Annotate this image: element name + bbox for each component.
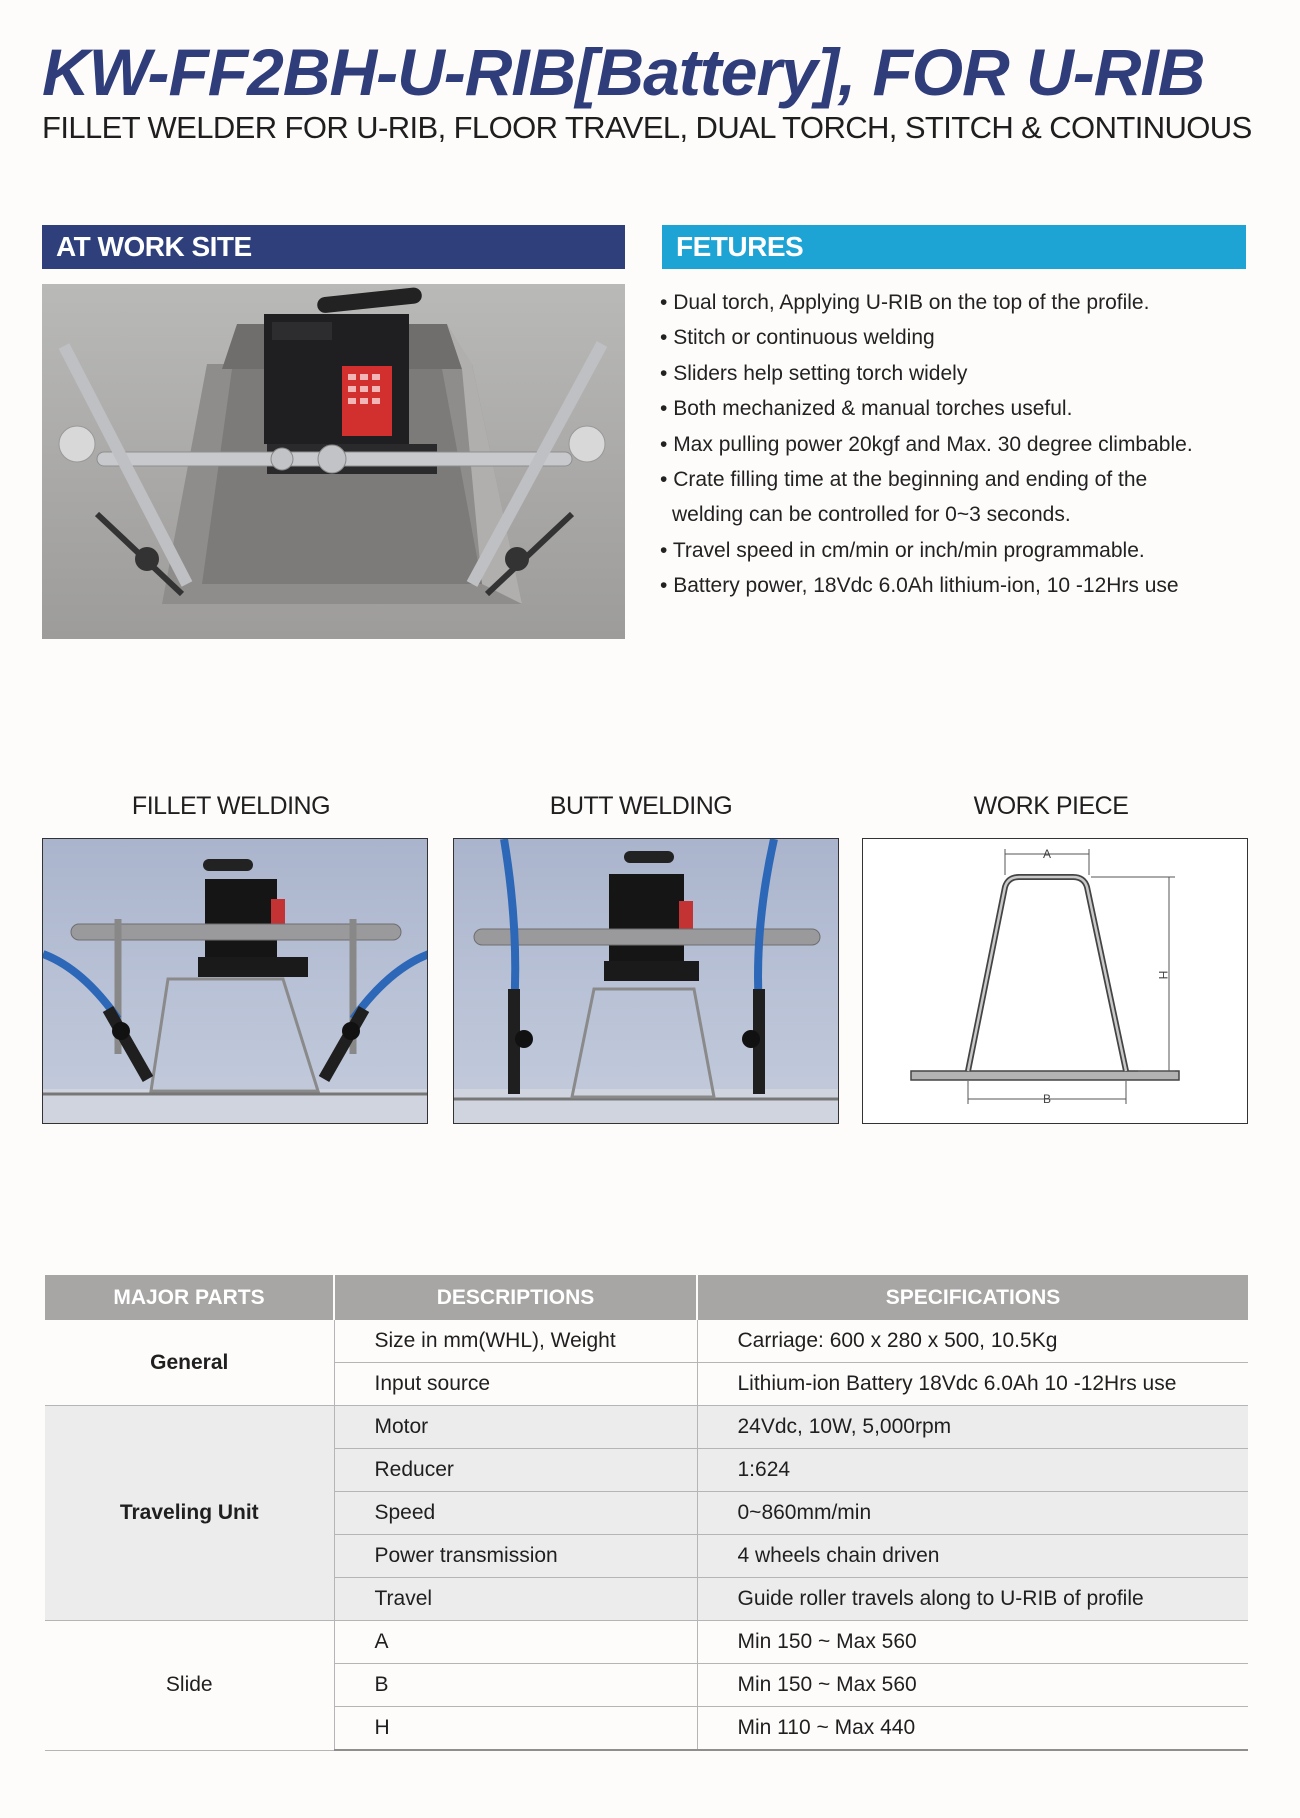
- row-description: A: [334, 1621, 697, 1664]
- butt-welding-title: BUTT WELDING: [549, 792, 733, 820]
- table-row: [45, 1621, 1248, 1664]
- work-site-heading: AT WORK SITE: [42, 225, 625, 269]
- group-traveling-unit: Traveling Unit: [45, 1406, 334, 1621]
- work-site-photo: [42, 284, 625, 639]
- fillet-welding-title: FILLET WELDING: [131, 792, 331, 820]
- row-specification: Guide roller travels along to U-RIB of profile: [697, 1578, 1248, 1621]
- header-specifications: SPECIFICATIONS: [697, 1275, 1248, 1320]
- row-description: Motor: [334, 1406, 697, 1449]
- dim-a-label: A: [1042, 847, 1052, 861]
- feature-item: • Sliders help setting torch widely: [660, 356, 1260, 391]
- dim-b-label: B: [1042, 1092, 1052, 1106]
- table-row: [45, 1406, 1248, 1449]
- row-description: Travel: [334, 1578, 697, 1621]
- row-description: Power transmission: [334, 1535, 697, 1578]
- feature-item: • Stitch or continuous welding: [660, 320, 1260, 355]
- row-description: Size in mm(WHL), Weight: [334, 1320, 697, 1363]
- row-specification: 4 wheels chain driven: [697, 1535, 1248, 1578]
- header-major-parts: MAJOR PARTS: [45, 1275, 334, 1320]
- feature-item: • Travel speed in cm/min or inch/min programmable.: [660, 533, 1260, 568]
- feature-item: • Battery power, 18Vdc 6.0Ah lithium-ion, 10 -12Hrs use: [660, 568, 1260, 603]
- feature-list: [660, 285, 1260, 604]
- spec-table: [45, 1275, 1248, 1751]
- row-description: Input source: [334, 1363, 697, 1406]
- row-specification: 24Vdc, 10W, 5,000rpm: [697, 1406, 1248, 1449]
- row-specification: Carriage: 600 x 280 x 500, 10.5Kg: [697, 1320, 1248, 1363]
- page-title: KW-FF2BH-U-RIB[Battery], FOR U-RIB: [42, 35, 1205, 109]
- row-description: Speed: [334, 1492, 697, 1535]
- row-specification: 0~860mm/min: [697, 1492, 1248, 1535]
- feature-item: • Crate filling time at the beginning and ending of the: [660, 462, 1260, 497]
- page-subtitle: FILLET WELDER FOR U-RIB, FLOOR TRAVEL, DUAL TORCH, STITCH & CONTINUOUS: [42, 110, 1252, 145]
- row-specification: Min 150 ~ Max 560: [697, 1621, 1248, 1664]
- table-row: [45, 1320, 1248, 1363]
- group-general: General: [45, 1320, 334, 1406]
- feature-item: • Max pulling power 20kgf and Max. 30 degree climbable.: [660, 427, 1260, 462]
- row-specification: 1:624: [697, 1449, 1248, 1492]
- row-specification: Min 150 ~ Max 560: [697, 1664, 1248, 1707]
- dim-h-label: H: [1156, 970, 1170, 980]
- row-specification: Min 110 ~ Max 440: [697, 1707, 1248, 1751]
- row-description: Reducer: [334, 1449, 697, 1492]
- butt-welding-diagram: [453, 838, 839, 1124]
- work-piece-diagram: [862, 838, 1248, 1124]
- features-heading: FETURES: [662, 225, 1246, 269]
- feature-item-continued: welding can be controlled for 0~3 seconds.: [672, 503, 1071, 527]
- row-description: B: [334, 1664, 697, 1707]
- fillet-welding-diagram: [42, 838, 428, 1124]
- header-descriptions: DESCRIPTIONS: [334, 1275, 697, 1320]
- work-piece-title: WORK PIECE: [973, 792, 1129, 820]
- row-description: H: [334, 1707, 697, 1751]
- row-specification: Lithium-ion Battery 18Vdc 6.0Ah 10 -12Hrs use: [697, 1363, 1248, 1406]
- feature-item: • Dual torch, Applying U-RIB on the top of the profile.: [660, 285, 1260, 320]
- feature-item: • Both mechanized & manual torches useful.: [660, 391, 1260, 426]
- group-slide: Slide: [45, 1621, 334, 1751]
